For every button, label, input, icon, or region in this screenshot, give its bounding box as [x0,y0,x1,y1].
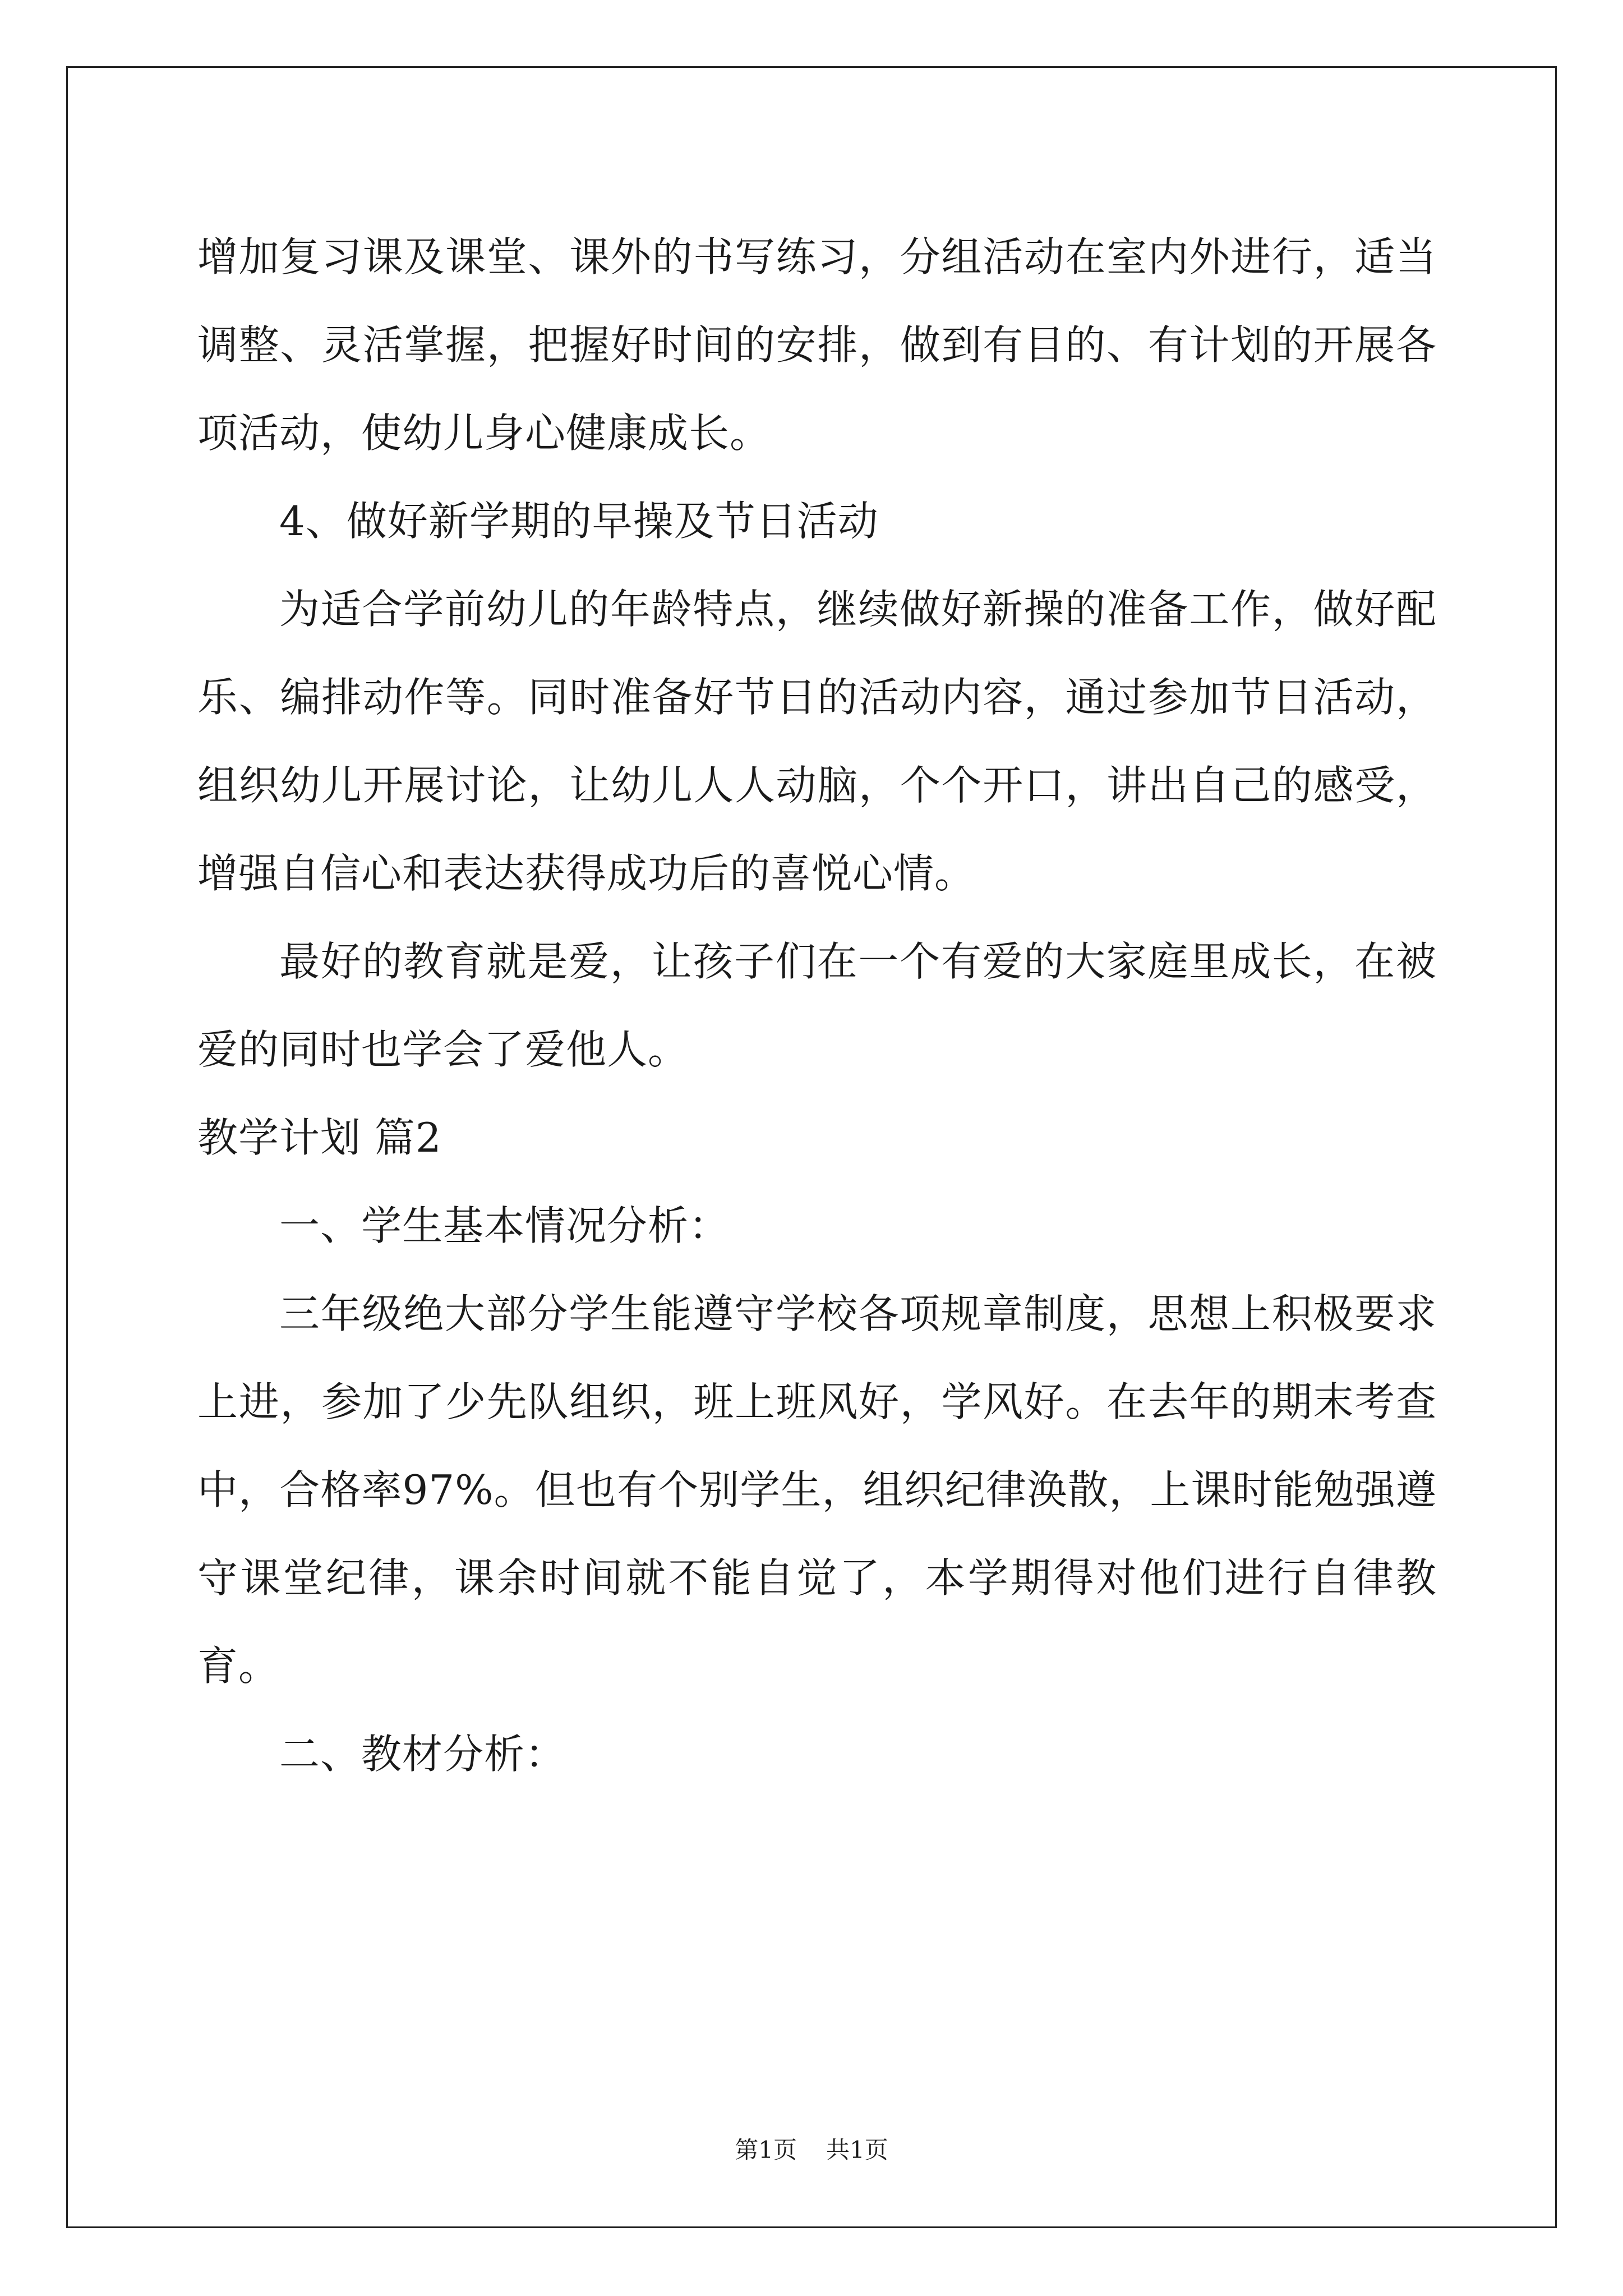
paragraph-7: 三年级绝大部分学生能遵守学校各项规章制度，思想上积极要求上进，参加了少先队组织，班上班风好，学风好。在去年的期末考查中，合格率97%。但也有个别学生，组织纪律涣散，上课时能勉强遵守课堂纪律，课余时间就不能自觉了，本学期得对他们进行自律教育。 [197,1290,1437,1690]
paragraph-4: 最好的教育就是爱，让孩子们在一个有爱的大家庭里成长，在被爱的同时也学会了爱他人。 [197,938,1437,1073]
paragraph-8: 二、教材分析： [279,1731,566,1778]
document-body [197,213,1437,1798]
page-footer [0,2132,1623,2165]
paragraph-1: 增加复习课及课堂、课外的书写练习，分组活动在室内外进行，适当调整、灵活掌握，把握好时间的安排，做到有目的、有计划的开展各项活动，使幼儿身心健康成长。 [197,233,1437,457]
paragraph-3: 为适合学前幼儿的年龄特点，继续做好新操的准备工作，做好配乐、编排动作等。同时准备好节日的活动内容，通过参加节日活动，组织幼儿开展讨论，让幼儿人人动脑，个个开口，讲出自己的感受，增强自信心和表达获得成功后的喜悦心情。 [197,586,1437,897]
paragraph-2: 4、做好新学期的早操及节日活动 [279,498,879,545]
page-number-current: 第1页 [735,2136,797,2164]
section-title: 教学计划 篇2 [197,1114,442,1161]
paragraph-6: 一、学生基本情况分析： [279,1202,730,1249]
page-number-total: 共1页 [826,2136,888,2164]
